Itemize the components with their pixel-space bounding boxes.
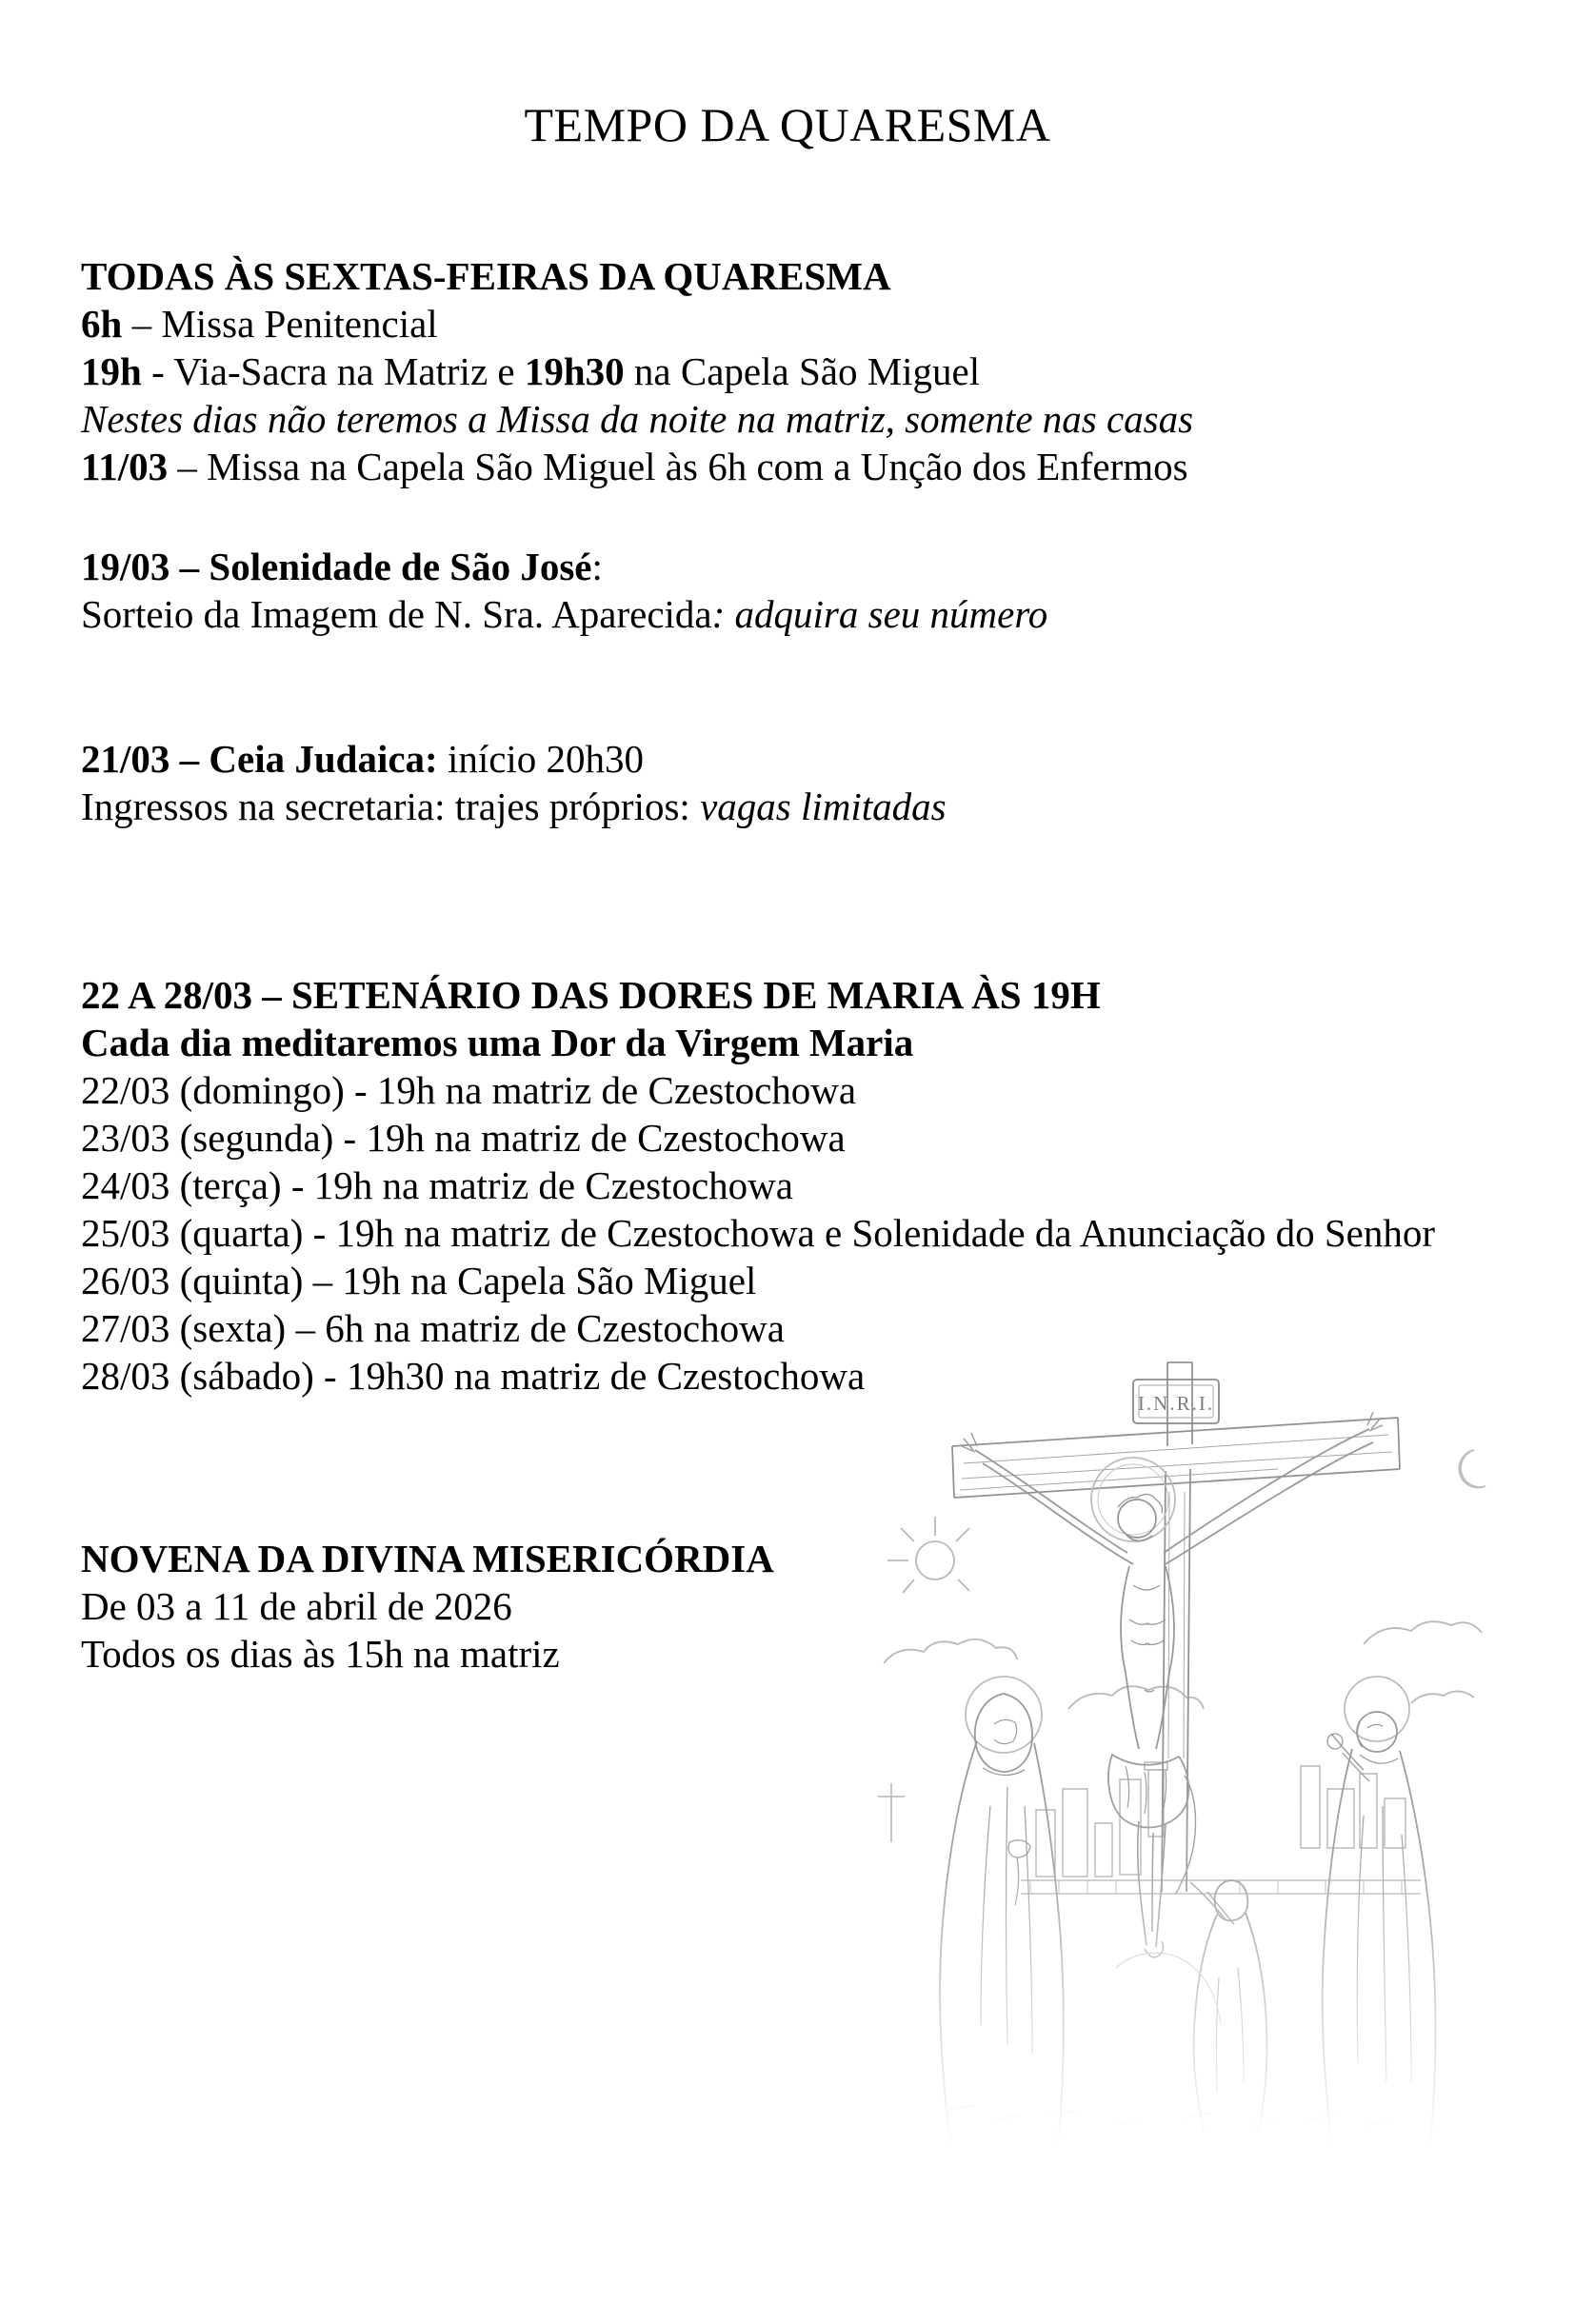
- text-line: [81, 1066, 1575, 1114]
- section-ceia-judaica: [81, 735, 1575, 830]
- text-line: [81, 348, 1575, 395]
- text-segment: 22 A 28/03 – SETENÁRIO DAS DORES DE MARIA ÀS 19H: [81, 973, 1101, 1017]
- text-segment: 27/03 (sexta) – 6h na matriz de Czestochowa: [81, 1306, 785, 1350]
- text-segment: Cada dia meditaremos uma Dor da Virgem Maria: [81, 1021, 914, 1064]
- text-line: [81, 1582, 1575, 1630]
- section-solenidade-de-sao-jose: [81, 543, 1575, 638]
- text-line: [81, 1257, 1575, 1304]
- text-segment: Todos os dias às 15h na matriz: [81, 1632, 560, 1676]
- text-segment: 28/03 (sábado) - 19h30 na matriz de Czestochowa: [81, 1354, 866, 1398]
- text-line: [81, 1535, 1575, 1582]
- text-segment: De 03 a 11 de abril de 2026: [81, 1584, 512, 1628]
- text-line: [81, 1352, 1575, 1400]
- text-segment: 6h: [81, 302, 123, 346]
- text-segment: Nestes dias não teremos a Missa da noite na matriz, somente nas casas: [81, 397, 1194, 441]
- text-segment: 25/03 (quarta) - 19h na matriz de Czestochowa e Solenidade da Anunciação do Senhor: [81, 1211, 1436, 1255]
- text-segment: – Missa na Capela São Miguel às 6h com a Unção dos Enfermos: [168, 445, 1188, 488]
- text-segment: 23/03 (segunda) - 19h na matriz de Czestochowa: [81, 1116, 846, 1160]
- text-line: [81, 395, 1575, 443]
- text-segment: 26/03 (quinta) – 19h na Capela São Miguel: [81, 1259, 757, 1302]
- fade-overlay: [830, 1739, 1535, 2149]
- text-line: [81, 1162, 1575, 1209]
- text-line: [81, 443, 1575, 490]
- text-line: [81, 543, 1575, 590]
- text-line: [81, 971, 1575, 1019]
- text-segment: : adquira seu número: [711, 592, 1048, 636]
- text-segment: :: [591, 545, 603, 588]
- text-segment: Ingressos na secretaria: trajes próprios:: [81, 785, 701, 828]
- section-sextas-feiras-da-quaresma: [81, 252, 1575, 490]
- text-line: [81, 1114, 1575, 1162]
- text-segment: 24/03 (terça) - 19h na matriz de Czestochowa: [81, 1163, 793, 1207]
- document-body: [81, 252, 1575, 1678]
- text-line: [81, 1304, 1575, 1352]
- text-segment: na Capela São Miguel: [624, 349, 981, 393]
- section-novena-da-divina-misericordia: [81, 1535, 1575, 1678]
- text-segment: 19/03 – Solenidade de São José: [81, 545, 592, 588]
- text-segment: início 20h30: [437, 737, 645, 781]
- text-line: [81, 300, 1575, 348]
- text-line: [81, 590, 1575, 638]
- text-segment: 19h: [81, 349, 142, 393]
- text-segment: – Missa Penitencial: [122, 302, 438, 346]
- text-segment: NOVENA DA DIVINA MISERICÓRDIA: [81, 1537, 774, 1580]
- text-segment: vagas limitadas: [700, 785, 947, 828]
- text-segment: 22/03 (domingo) - 19h na matriz de Czestochowa: [81, 1068, 857, 1112]
- text-line: [81, 1019, 1575, 1066]
- text-segment: TODAS ÀS SEXTAS-FEIRAS DA QUARESMA: [81, 254, 891, 298]
- inri-sign-label: I.N.R.I.: [1137, 1392, 1215, 1415]
- section-setenario-das-dores-de-maria: [81, 971, 1575, 1400]
- text-line: [81, 252, 1575, 300]
- page-title: TEMPO DA QUARESMA: [524, 98, 1051, 151]
- text-segment: Sorteio da Imagem de N. Sra. Aparecida: [81, 592, 712, 636]
- text-line: [81, 735, 1575, 783]
- text-line: [81, 1209, 1575, 1257]
- text-segment: 21/03 – Ceia Judaica:: [81, 737, 438, 781]
- text-segment: 19h30: [524, 349, 625, 393]
- text-segment: - Via-Sacra na Matriz e: [141, 349, 525, 393]
- text-line: [81, 783, 1575, 830]
- text-line: [81, 1630, 1575, 1678]
- text-segment: 11/03: [81, 445, 169, 488]
